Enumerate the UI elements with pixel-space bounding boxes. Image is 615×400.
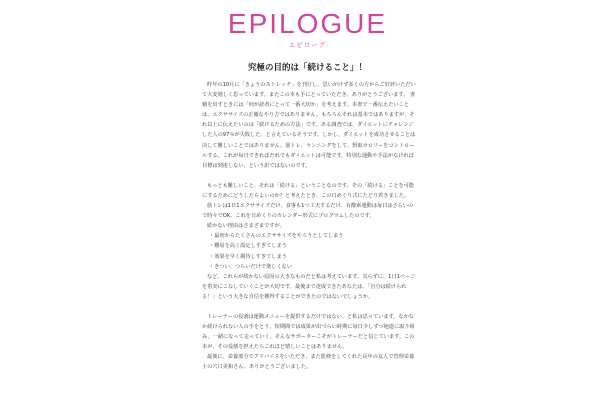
list-item: ・最初からたくさんのエクササイズをやろうとしてしまう	[209, 233, 344, 240]
list-item: ・難易を高く設定しすぎてしまう	[209, 243, 287, 250]
paragraph: など、これらが続かない原因の大きなものだと私は考えています。気らずに、1日1ページを着実にこなしていくことが大切です。最後まで達成できたあなたは、「自分は続けられる！」という大きな自信を獲得することができたのではないでしょうか。	[202, 273, 416, 300]
paragraph: 続かない理由はさまざまですが、	[207, 223, 285, 230]
paragraph: もっとも難しいこと、それは「続ける」ということなのです。その「続ける」ことを可能にするためにどうしたらよいのか？と考えたとき、この日めくり式にたどり着きました。	[202, 182, 415, 199]
list-item: ・きつい、つらいだけで楽しくない	[209, 263, 293, 270]
page-title: EPILOGUE	[227, 8, 388, 39]
section-heading: 究極の目的は「続けること」！	[247, 63, 367, 73]
page-subtitle: エピローグ	[288, 41, 327, 49]
list-item: ・効果を早く期待しすぎてしまう	[209, 253, 287, 260]
paragraph: 筋トレは1日1エクササイズだけ、食事も1つ工夫するだけ、有酸素運動は毎日はさらいので時々でOK。これを日めくりのカレンダー形式にプログラムしたのです。	[202, 203, 414, 220]
reasons-list	[202, 231, 417, 271]
paragraph: トレーナーの役割は運動メニューを提供するだけではない、と私は思っています。なかなか続けられない人の手をとり、短期間では成果が出づらい時期に毎日少しずつ地道に取り組み、一緒になって走っていく。そんなサポーターこそがトレーナーだと信じています。この本が、その役割を担えたらこれほど嬉しいことはありません。	[202, 313, 415, 351]
body-text	[202, 80, 417, 373]
paragraph-intro: 昨年の10月に「きょうのストレッチ」を刊行し、思いがけず多くの方からご好評いただいて大変嬉しく思っています。またこの本も手にとっていただき、ありがとうございます。 書籍を出すときには「何が読者にとって一番大切か」を考えます。本書で一番伝えたいことは、エクササイズの正確なやり方ではありません。もちろんそれは基本ではありますが、それ以上に伝えたいのは「続けるための方法」です。ある調査では、ダイエットにチャレンジした人の97％が失敗した、と言えているそうです。しかし、ダイエットを成功させることは決して難しいことではありません。筋トレ、ランニングをして、摂取カロリーをコントロールする。これが毎日できればだれでもダイエットは可能です。特別な運動や手法がなければ目標は到達しない、という訳ではないのです。	[202, 82, 416, 169]
header	[0, 8, 615, 49]
paragraph-thanks: 最後に、栄養部分でアドバイスをいただき、また監修をしてくれた長年の友人で管理栄養士の穴口美和さん、ありがとうございました。	[202, 354, 415, 371]
